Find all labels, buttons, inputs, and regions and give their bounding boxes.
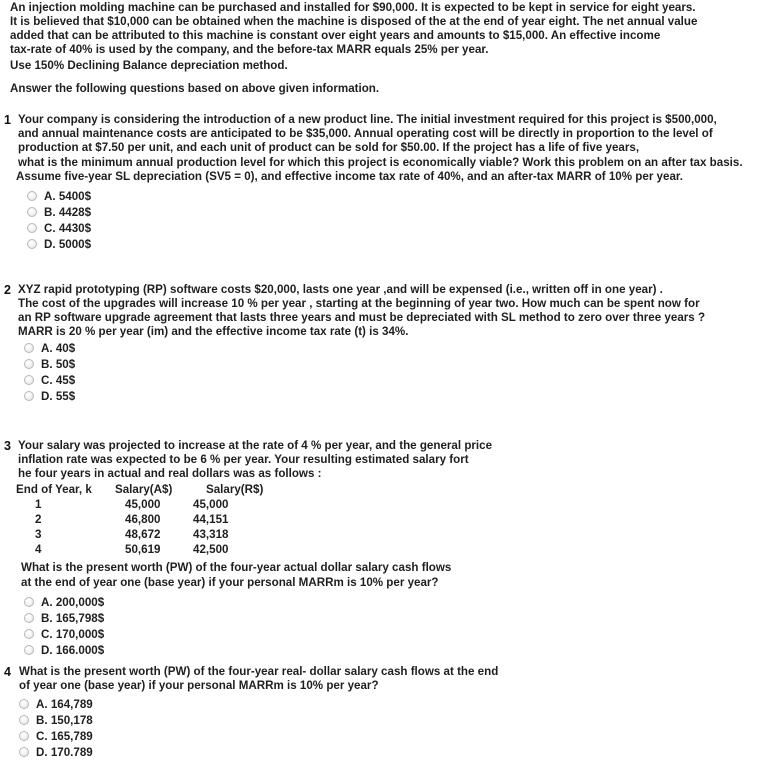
radio-button[interactable] bbox=[27, 207, 37, 217]
question-number: 1 bbox=[4, 113, 11, 127]
table-cell: 3 bbox=[35, 528, 42, 541]
radio-button[interactable] bbox=[24, 359, 34, 369]
radio-button[interactable] bbox=[27, 223, 37, 233]
question-text: Your company is considering the introduction of a new product line. The initial investment required for this project is $500,000, bbox=[18, 113, 717, 126]
radio-button[interactable] bbox=[19, 731, 29, 741]
question-text: Assume five-year SL depreciation (SV5 = 0), and effective income tax rate of 40%, and an after-tax MARR of 10% per year. bbox=[16, 170, 683, 183]
table-header: Salary(R$) bbox=[206, 483, 264, 496]
question-text: he four years in actual and real dollars was as follows : bbox=[18, 467, 322, 480]
table-cell: 50,619 bbox=[125, 543, 161, 556]
radio-button[interactable] bbox=[27, 191, 37, 201]
question-text: What is the present worth (PW) of the four-year actual dollar salary cash flows bbox=[21, 561, 452, 574]
table-cell: 48,672 bbox=[125, 528, 161, 541]
table-cell: 1 bbox=[35, 498, 42, 511]
table-cell: 4 bbox=[35, 543, 42, 556]
radio-button[interactable] bbox=[24, 645, 34, 655]
option-label: D. 170.789 bbox=[36, 745, 93, 759]
radio-button[interactable] bbox=[27, 239, 37, 249]
q4-option-a[interactable] bbox=[19, 697, 93, 711]
question-text: an RP software upgrade agreement that lasts three years and must be depreciated with SL method to zero over three years ? bbox=[18, 311, 706, 324]
q1-option-d[interactable] bbox=[27, 237, 91, 251]
question-text: inflation rate was expected to be 6 % per year. Your resulting estimated salary fort bbox=[18, 453, 469, 466]
option-label: A. 5400$ bbox=[44, 189, 92, 203]
question-number: 2 bbox=[4, 283, 11, 297]
option-label: C. 4430$ bbox=[44, 221, 92, 235]
intro-line: Use 150% Declining Balance depreciation method. bbox=[10, 59, 288, 72]
option-label: C. 165,789 bbox=[36, 729, 93, 743]
table-cell: 45,000 bbox=[193, 498, 229, 511]
question-text: Your salary was projected to increase at the rate of 4 % per year, and the general price bbox=[18, 439, 493, 452]
question-text: of year one (base year) if your personal MARRm is 10% per year? bbox=[19, 679, 379, 692]
q2-option-d[interactable] bbox=[24, 389, 75, 403]
q1-option-c[interactable] bbox=[27, 221, 91, 235]
option-label: C. 45$ bbox=[41, 373, 76, 387]
q2-option-c[interactable] bbox=[24, 373, 75, 387]
question-text: production at $7.50 per unit, and each unit of product can be sold for $50.00. If the project has a life of five years, bbox=[18, 141, 640, 154]
q2-option-b[interactable] bbox=[24, 357, 75, 371]
option-label: B. 50$ bbox=[41, 357, 76, 371]
q4-option-b[interactable] bbox=[19, 713, 93, 727]
question-text: The cost of the upgrades will increase 10 % per year , starting at the beginning of year two. How much can be spent now for bbox=[18, 297, 700, 310]
intro-line: An injection molding machine can be purchased and installed for $90,000. It is expected to be kept in service for eight years. bbox=[10, 1, 696, 14]
table-cell: 42,500 bbox=[193, 543, 229, 556]
table-cell: 46,800 bbox=[125, 513, 161, 526]
question-text: what is the minimum annual production level for which this project is economically viable? Work this problem on an after tax basis. bbox=[18, 156, 743, 169]
radio-button[interactable] bbox=[24, 375, 34, 385]
radio-button[interactable] bbox=[19, 699, 29, 709]
instruction-text: Answer the following questions based on above given information. bbox=[10, 82, 380, 95]
option-label: A. 40$ bbox=[41, 341, 76, 355]
option-label: D. 55$ bbox=[41, 389, 76, 403]
intro-line: It is believed that $10,000 can be obtained when the machine is disposed of the at the end of year eight. The net annual value bbox=[10, 15, 698, 28]
table-cell: 44,151 bbox=[193, 513, 229, 526]
option-label: D. 166.000$ bbox=[41, 643, 105, 657]
option-label: A. 164,789 bbox=[36, 697, 93, 711]
option-label: A. 200,000$ bbox=[41, 595, 105, 609]
radio-button[interactable] bbox=[24, 629, 34, 639]
table-cell: 43,318 bbox=[193, 528, 229, 541]
q3-option-d[interactable] bbox=[24, 643, 104, 657]
q1-option-b[interactable] bbox=[27, 205, 91, 219]
q4-option-c[interactable] bbox=[19, 729, 93, 743]
q4-option-d[interactable] bbox=[19, 745, 93, 759]
intro-line: added that can be attributed to this machine is constant over eight years and amounts to $15,000. An effective income bbox=[10, 29, 661, 42]
question-text: at the end of year one (base year) if your personal MARRm is 10% per year? bbox=[21, 576, 439, 589]
radio-button[interactable] bbox=[19, 715, 29, 725]
q1-option-a[interactable] bbox=[27, 189, 91, 203]
question-text: XYZ rapid prototyping (RP) software costs $20,000, lasts one year ,and will be expensed (i.e., written off in one year) . bbox=[18, 283, 663, 296]
radio-button[interactable] bbox=[24, 613, 34, 623]
radio-button[interactable] bbox=[24, 343, 34, 353]
q3-option-c[interactable] bbox=[24, 627, 104, 641]
option-label: B. 165,798$ bbox=[41, 611, 105, 625]
option-label: B. 150,178 bbox=[36, 713, 93, 727]
q3-option-b[interactable] bbox=[24, 611, 104, 625]
q2-option-a[interactable] bbox=[24, 341, 75, 355]
question-text: and annual maintenance costs are anticipated to be $35,000. Annual operating cost will be directly in proportion to the level of bbox=[18, 127, 713, 140]
table-cell: 2 bbox=[35, 513, 42, 526]
q3-option-a[interactable] bbox=[24, 595, 104, 609]
question-number: 3 bbox=[4, 439, 11, 453]
question-number: 4 bbox=[4, 665, 11, 679]
table-header: Salary(A$) bbox=[115, 483, 173, 496]
option-label: B. 4428$ bbox=[44, 205, 92, 219]
radio-button[interactable] bbox=[24, 391, 34, 401]
option-label: C. 170,000$ bbox=[41, 627, 105, 641]
radio-button[interactable] bbox=[19, 747, 29, 757]
radio-button[interactable] bbox=[24, 597, 34, 607]
table-cell: 45,000 bbox=[125, 498, 161, 511]
question-text: MARR is 20 % per year (im) and the effective income tax rate (t) is 34%. bbox=[18, 325, 409, 338]
intro-line: tax-rate of 40% is used by the company, and the before-tax MARR equals 25% per year. bbox=[10, 43, 489, 56]
table-header: End of Year, k bbox=[16, 483, 92, 496]
option-label: D. 5000$ bbox=[44, 237, 92, 251]
question-text: What is the present worth (PW) of the four-year real- dollar salary cash flows at the end bbox=[19, 665, 499, 678]
